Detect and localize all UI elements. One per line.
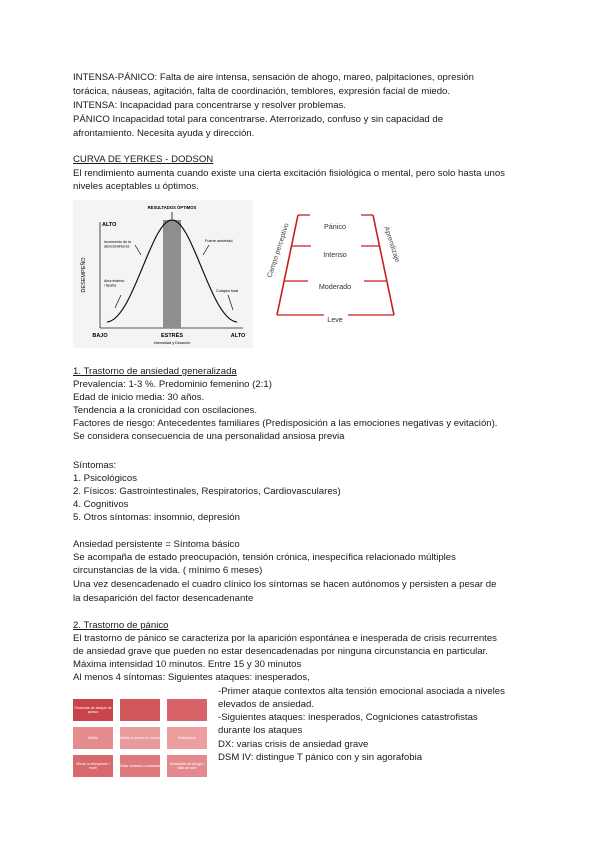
alto-x-label: ALTO [230,333,246,339]
panico-right-2: elevados de ansiedad. [218,699,315,710]
sintoma-item: 1. Psicológicos [73,473,137,484]
ansiedad-line-4: Una vez desencadenado el cuadro clínico los síntomas se hacen autónomos y persisten a pesar de [73,579,497,590]
top-label: RESULTADOS ÓPTIMOS [147,205,197,210]
aprendizaje-label: Aprendizaje [382,225,401,264]
tag-line-4: Factores de riesgo: Antecedentes familiares (Predisposición a las emociones negativas y evitación). [73,418,498,429]
incremento-line-1: Incremento de la [104,240,131,244]
panico-heading: 2. Trastorno de pánico [73,620,169,631]
panico-right-3: -Siguientes ataques: inesperados, Cogniciones catastrofistas [218,712,478,723]
symptom-cell [167,699,207,721]
symptom-cell [120,699,160,721]
incremento-line-2: atención/interés [104,244,130,249]
symptom-cell: Dolor torácico o malestar [120,755,160,777]
level-intenso: Intenso [323,250,347,259]
sintoma-item: 2. Físicos: Gastrointestinales, Respiratorios, Cardiovasculares) [73,486,341,497]
estres-label: ESTRÉS [160,333,184,339]
level-moderado: Moderado [318,282,352,291]
intro-line-1: INTENSA-PÁNICO: Falta de aire intensa, sensación de ahogo, mareo, palpitaciones, opresión [73,72,475,83]
colapso-label: Colapso total [216,289,239,293]
sintomas-heading: Síntomas: [73,460,117,471]
symptom-cell: Síntomas de ataque de pánico [73,699,113,721]
tag-line-1: Prevalencia: 1-3 %. Predominio femenino (2:1) [73,379,272,390]
alto-y-label: ALTO [102,222,117,228]
tag-line-5: Se considera consecuencia de una personalidad ansiosa previa [73,431,345,442]
panico-right-5: DX: varias crisis de ansiedad grave [218,739,369,750]
yerkes-line-2: niveles aceptables u óptimos. [73,181,199,192]
fuerte-label: Fuerte ansiedad [205,239,233,243]
incremento-label [104,240,132,249]
ansiedad-line-5: la desaparición del factor desencadenante [73,593,254,604]
yerkes-dodson-diagram [73,200,253,348]
sintoma-item: 4. Cognitivos [73,499,129,510]
symptom-cell: Miedo a enloquecer / morir [73,755,113,777]
yerkes-heading: CURVA DE YERKES - DODSON [73,154,214,165]
aburrimiento-line-1: Aburrimiento [104,279,125,283]
ansiedad-line-2: Se acompaña de estado preocupación, tensión crónica, inespecífica relacionado múltiples [73,552,456,563]
symptom-cell: Miedo [73,727,113,749]
panico-right-6: DSM IV: distingue T pánico con y sin agorafobia [218,752,423,763]
symptom-cell: Miedo a perder el control [120,727,160,749]
panico-line-2: de ansiedad grave que pueden no estar desencadenadas por ninguna circunstancia en particular. [73,646,488,657]
anxiety-levels-diagram [262,205,412,335]
yerkes-line-1: El rendimiento aumenta cuando existe una cierta excitación fisiológica o mental, pero solo hasta unos [73,168,505,179]
symptom-cell: Sudoración [167,727,207,749]
ansiedad-line-1: Ansiedad persistente = Síntoma básico [73,539,240,550]
tag-heading: 1. Trastorno de ansiedad generalizada [73,366,237,377]
panico-right-4: durante los ataques [218,725,303,736]
tag-line-2: Edad de inicio media: 30 años. [73,392,205,403]
bajo-label: BAJO [92,333,108,339]
tag-line-3: Tendencia a la cronicidad con oscilaciones. [73,405,257,416]
intensidad-label: Intensidad y Duración [153,341,191,345]
panico-line-4: Al menos 4 síntomas: Siguientes ataques: inesperados, [73,672,310,683]
intro-line-4: PÁNICO Incapacidad total para concentrarse. Aterrorizado, confuso y sin capacidad de [73,114,444,125]
optimal-zone [163,220,181,328]
y-axis-label: DESEMPEÑO [81,257,87,293]
level-leve: Leve [327,315,343,324]
panico-line-3: Máxima intensidad 10 minutos. Entre 15 y 30 minutos [73,659,302,670]
intro-line-3: INTENSA: Incapacidad para concentrarse y resolver problemas. [73,100,347,111]
aburrimiento-line-2: / Apatía [104,283,117,288]
symptom-grid [73,697,213,780]
symptom-cell: Sensación de ahogo / falta de aire [167,755,207,777]
level-panico: Pánico [324,222,346,231]
panico-line-1: El trastorno de pánico se caracteriza por la aparición espontánea e inesperada de crisis recurrentes [73,633,497,644]
sintoma-item: 5. Otros síntomas: insomnio, depresión [73,512,240,523]
intro-line-2: torácica, náuseas, agitación, falta de coordinación, temblores, expresión facial de miedo. [73,86,451,97]
intro-line-5: afrontamiento. Necesita ayuda y dirección. [73,128,255,139]
panico-right-1: -Primer ataque contextos alta tensión emocional asociada a niveles [218,686,505,697]
ansiedad-line-3: circunstancias de la vida. ( mínimo 6 meses) [73,565,263,576]
campo-perceptivo-label: Campo perceptivo [266,222,291,279]
